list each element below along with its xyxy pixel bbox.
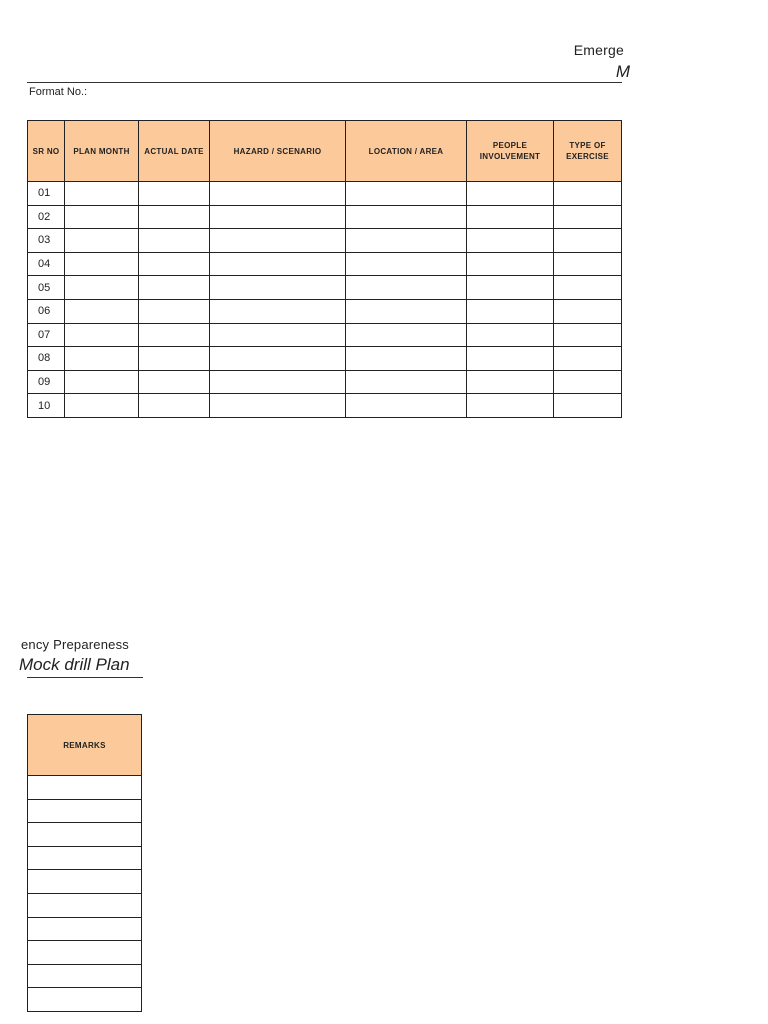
table-cell[interactable] xyxy=(554,252,622,276)
table-row xyxy=(28,370,622,394)
table-cell[interactable] xyxy=(467,323,554,347)
table-cell[interactable] xyxy=(210,252,346,276)
column-header-sr-no: SR NO xyxy=(28,121,65,182)
table-cell[interactable] xyxy=(65,323,139,347)
remarks-row xyxy=(28,988,142,1012)
table-cell[interactable] xyxy=(210,299,346,323)
column-header-actual-date: ACTUAL DATE xyxy=(139,121,210,182)
table-cell[interactable] xyxy=(467,229,554,253)
table-row xyxy=(28,229,622,253)
document-title: Emerge xyxy=(573,42,624,58)
table-cell[interactable] xyxy=(65,252,139,276)
table-row xyxy=(28,205,622,229)
table-row xyxy=(28,299,622,323)
table-cell[interactable] xyxy=(554,276,622,300)
sr-no-cell: 02 xyxy=(28,205,65,229)
table-cell[interactable] xyxy=(346,205,467,229)
table-cell[interactable] xyxy=(467,347,554,371)
format-number-label: Format No.: xyxy=(29,86,88,98)
table-cell[interactable] xyxy=(139,370,210,394)
sr-no-cell: 01 xyxy=(28,182,65,206)
table-cell[interactable] xyxy=(65,276,139,300)
mock-drill-table xyxy=(27,120,622,418)
table-cell[interactable] xyxy=(139,394,210,418)
remarks-cell[interactable] xyxy=(28,823,142,847)
column-header-remarks: REMARKS xyxy=(28,715,142,776)
table-cell[interactable] xyxy=(139,299,210,323)
column-header-people-involvement: PEOPLE INVOLVEMENT xyxy=(467,121,554,182)
remarks-cell[interactable] xyxy=(28,964,142,988)
table-cell[interactable] xyxy=(65,370,139,394)
remarks-table xyxy=(27,714,142,1012)
sr-no-cell: 06 xyxy=(28,299,65,323)
table-header-row xyxy=(28,121,622,182)
table-cell[interactable] xyxy=(346,182,467,206)
table-cell[interactable] xyxy=(346,394,467,418)
sr-no-cell: 09 xyxy=(28,370,65,394)
table-cell[interactable] xyxy=(139,276,210,300)
table-cell[interactable] xyxy=(210,347,346,371)
table-cell[interactable] xyxy=(467,182,554,206)
column-header-hazard-scenario: HAZARD / SCENARIO xyxy=(210,121,346,182)
remarks-row xyxy=(28,823,142,847)
table-cell[interactable] xyxy=(346,370,467,394)
table-cell[interactable] xyxy=(139,205,210,229)
table-cell[interactable] xyxy=(467,276,554,300)
table-cell[interactable] xyxy=(210,323,346,347)
remarks-row xyxy=(28,870,142,894)
remarks-row xyxy=(28,893,142,917)
table-cell[interactable] xyxy=(65,205,139,229)
document-subtitle: M xyxy=(615,62,630,81)
table-cell[interactable] xyxy=(65,347,139,371)
sr-no-cell: 05 xyxy=(28,276,65,300)
table-cell[interactable] xyxy=(139,252,210,276)
document-title-area-continued xyxy=(19,636,147,680)
table-row xyxy=(28,323,622,347)
remarks-cell[interactable] xyxy=(28,799,142,823)
table-cell[interactable] xyxy=(65,182,139,206)
table-cell[interactable] xyxy=(210,182,346,206)
remarks-header-row xyxy=(28,715,142,776)
table-row xyxy=(28,394,622,418)
header-divider xyxy=(27,82,622,83)
remarks-cell[interactable] xyxy=(28,941,142,965)
document-title-continued: ency Prepareness xyxy=(21,637,129,652)
remarks-row xyxy=(28,917,142,941)
remarks-cell[interactable] xyxy=(28,870,142,894)
table-cell[interactable] xyxy=(346,323,467,347)
sr-no-cell: 04 xyxy=(28,252,65,276)
table-cell[interactable] xyxy=(554,394,622,418)
table-cell[interactable] xyxy=(139,182,210,206)
table-cell[interactable] xyxy=(467,394,554,418)
table-cell[interactable] xyxy=(346,229,467,253)
table-cell[interactable] xyxy=(210,394,346,418)
remarks-row xyxy=(28,776,142,800)
remarks-cell[interactable] xyxy=(28,846,142,870)
table-cell[interactable] xyxy=(139,347,210,371)
table-cell[interactable] xyxy=(554,370,622,394)
remarks-cell[interactable] xyxy=(28,776,142,800)
table-cell[interactable] xyxy=(467,370,554,394)
table-row xyxy=(28,347,622,371)
table-cell[interactable] xyxy=(554,347,622,371)
table-cell[interactable] xyxy=(346,299,467,323)
table-cell[interactable] xyxy=(467,205,554,229)
table-cell[interactable] xyxy=(346,347,467,371)
table-cell[interactable] xyxy=(554,182,622,206)
remarks-cell[interactable] xyxy=(28,917,142,941)
table-cell[interactable] xyxy=(467,299,554,323)
table-cell[interactable] xyxy=(210,205,346,229)
table-cell[interactable] xyxy=(65,229,139,253)
sr-no-cell: 03 xyxy=(28,229,65,253)
sr-no-cell: 07 xyxy=(28,323,65,347)
remarks-row xyxy=(28,846,142,870)
subtitle-underline xyxy=(27,677,143,678)
table-cell[interactable] xyxy=(139,323,210,347)
table-cell[interactable] xyxy=(210,370,346,394)
table-cell[interactable] xyxy=(65,299,139,323)
table-cell[interactable] xyxy=(554,299,622,323)
table-cell[interactable] xyxy=(346,252,467,276)
document-title-area xyxy=(0,36,630,82)
sr-no-cell: 10 xyxy=(28,394,65,418)
remarks-cell[interactable] xyxy=(28,988,142,1012)
table-row xyxy=(28,182,622,206)
column-header-location-area: LOCATION / AREA xyxy=(346,121,467,182)
column-header-plan-month: PLAN MONTH xyxy=(65,121,139,182)
remarks-cell[interactable] xyxy=(28,893,142,917)
table-cell[interactable] xyxy=(346,276,467,300)
table-cell[interactable] xyxy=(554,229,622,253)
table-cell[interactable] xyxy=(65,394,139,418)
remarks-row xyxy=(28,941,142,965)
table-cell[interactable] xyxy=(467,252,554,276)
document-subtitle-continued: Mock drill Plan xyxy=(19,655,130,674)
table-row xyxy=(28,252,622,276)
table-cell[interactable] xyxy=(210,276,346,300)
remarks-row xyxy=(28,799,142,823)
table-cell[interactable] xyxy=(554,205,622,229)
table-cell[interactable] xyxy=(210,229,346,253)
table-cell[interactable] xyxy=(139,229,210,253)
table-cell[interactable] xyxy=(554,323,622,347)
table-row xyxy=(28,276,622,300)
remarks-row xyxy=(28,964,142,988)
column-header-type-of-exercise: TYPE OF EXERCISE xyxy=(554,121,622,182)
sr-no-cell: 08 xyxy=(28,347,65,371)
